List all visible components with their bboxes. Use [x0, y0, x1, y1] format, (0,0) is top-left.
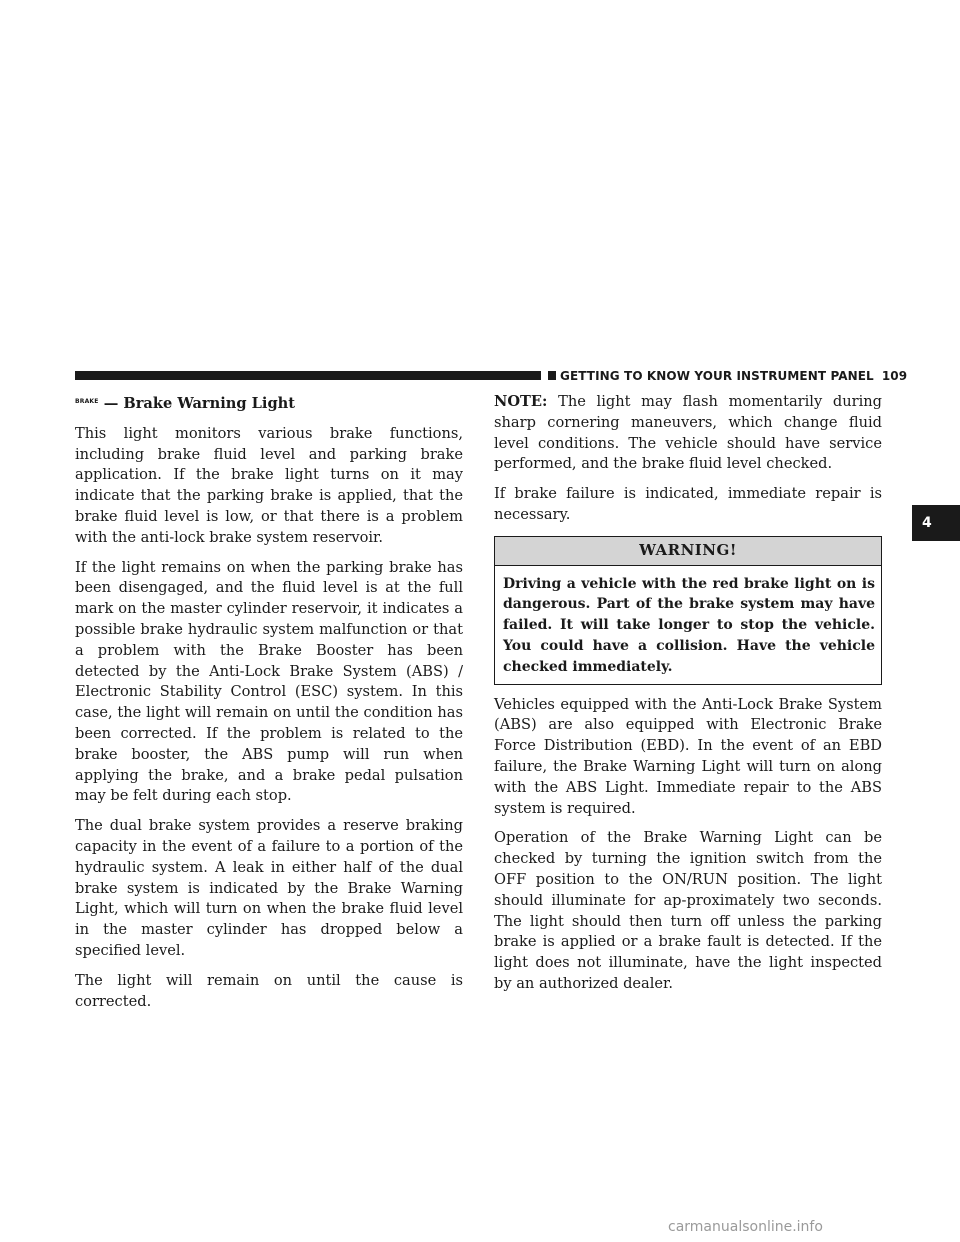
left-column	[75, 392, 463, 1021]
paragraph: If the light remains on when the parking brake has been disengaged, and the fluid level is at the full mark on the master cylinder reservoir, it indicates a possible brake hydraulic system malfunction or that a problem with the Brake Booster has been detected by the Anti-Lock Brake System (ABS) / Electronic Stability Control (ESC) system. In this case, the light will remain on until the condition has been corrected. If the problem is related to the brake booster, the ABS pump will run when applying the brake, and a brake pedal pulsation may be felt during each stop.	[75, 558, 463, 805]
paragraph: The dual brake system provides a reserve braking capacity in the event of a failure to a portion of the hydraulic system. A leak in either half of the dual brake system is indicated by the Brake Warning Light, which will turn on when the brake fluid level in the master cylinder has dropped below a specified level.	[75, 817, 463, 959]
paragraph: If brake failure is indicated, immediate repair is necessary.	[494, 485, 882, 523]
note-text: The light may flash momentarily during sharp cornering maneuvers, which change fluid level conditions. The vehicle should have service performed, and the brake fluid level checked.	[494, 393, 882, 473]
watermark: carmanualsonline.info	[668, 1219, 823, 1235]
paragraph: Vehicles equipped with the Anti-Lock Brake System (ABS) are also equipped with Electronic Brake Force Distribution (EBD). In the event of an EBD failure, the Brake Warning Light will turn on along with the ABS Light. Immediate repair to the ABS system is required.	[494, 695, 882, 817]
warning-box	[494, 536, 882, 685]
section-heading	[75, 392, 463, 415]
brake-warning-icon: BRAKE	[75, 398, 99, 405]
header-rule-right	[548, 371, 556, 380]
running-head	[560, 369, 907, 383]
chapter-tab	[912, 505, 960, 541]
warning-body: Driving a vehicle with the red brake light on is dangerous. Part of the brake system may have failed. It will take longer to stop the vehicle. You could have a collision. Have the vehicle checked immediately.	[503, 575, 875, 675]
right-column	[494, 392, 882, 1004]
header-rule-left	[75, 371, 541, 380]
note-label: NOTE:	[494, 393, 548, 410]
chapter-number: 4	[922, 515, 932, 531]
heading-text: — Brake Warning Light	[103, 395, 295, 412]
warning-title: WARNING!	[495, 537, 881, 566]
paragraph: The light will remain on until the cause is corrected.	[75, 971, 463, 1010]
paragraph: Operation of the Brake Warning Light can be checked by turning the ignition switch from the OFF position to the ON/RUN position. The light should illuminate for ap-proximately two seconds. The light should then turn off unless the parking brake is applied or a brake fault is detected. If the light does not illuminate, have the light inspected by an authorized dealer.	[494, 829, 882, 992]
section-title: GETTING TO KNOW YOUR INSTRUMENT PANEL	[560, 369, 874, 383]
paragraph: This light monitors various brake functions, including brake fluid level and parking brake application. If the brake light turns on it may indicate that the parking brake is applied, that the brake fluid level is low, or that there is a problem with the anti-lock brake system reservoir.	[75, 424, 463, 546]
note-paragraph	[494, 392, 882, 475]
page-number: 109	[881, 369, 908, 383]
